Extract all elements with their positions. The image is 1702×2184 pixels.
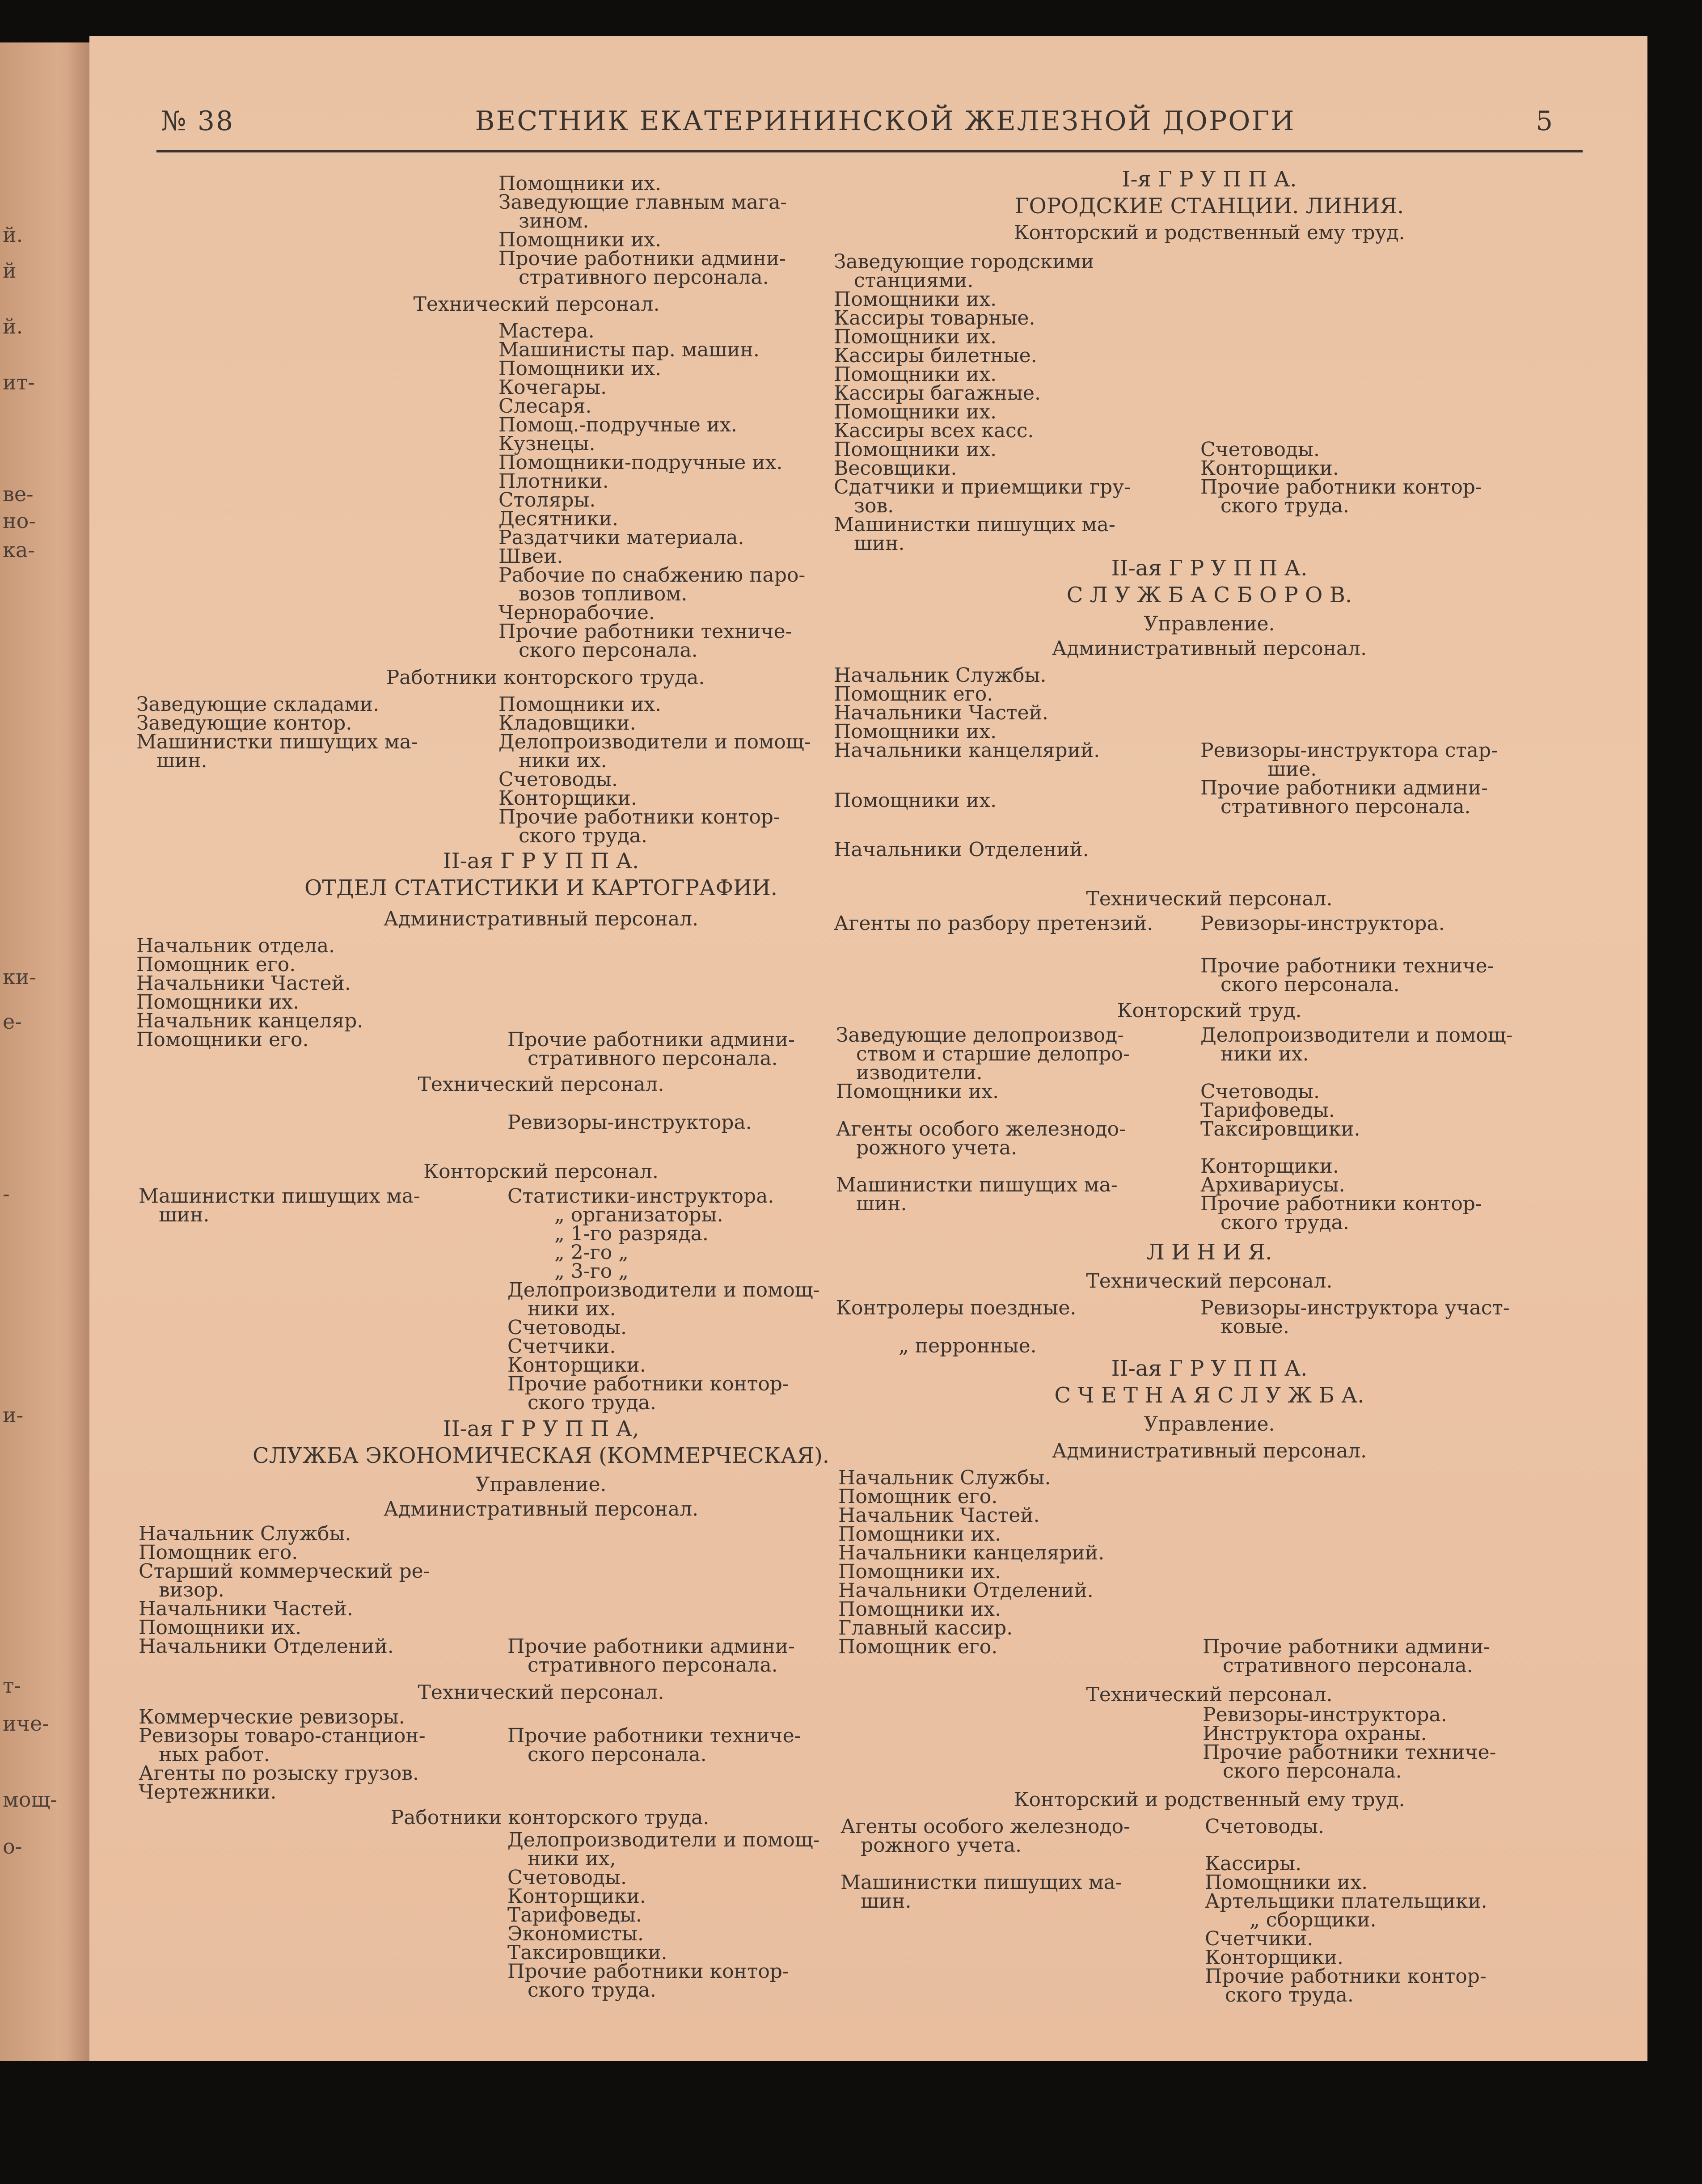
list-item: стративного персонала. [1223,1654,1473,1677]
list-item: ники их. [1221,1043,1309,1065]
list-item: стративного персонала. [528,1654,778,1677]
list-item: Конторщики. [1200,457,1339,480]
margin-fragment: й [3,258,17,283]
list-item: Машинистки пишущих ма- [840,1871,1122,1894]
list-item: Десятники. [498,507,619,530]
list-item: ского персонала. [1223,1760,1402,1783]
list-item: Кассиры багажные. [834,382,1041,405]
list-item: Кладовщики. [498,712,636,735]
subsection-heading: Технический персонал. [413,293,660,316]
list-item: стративного персонала. [528,1047,778,1070]
list-item: Делопроизводители и помощ- [507,1829,820,1851]
list-item: Начальник Службы. [834,664,1047,687]
list-item: Конторщики. [498,787,637,810]
list-item: Счетоводы. [1200,1080,1320,1103]
list-item: Прочие работники техниче- [1200,955,1494,977]
group-heading: II-ая Г Р У П П А, [443,1416,639,1441]
section-title: ОТДЕЛ СТАТИСТИКИ И КАРТОГРАФИИ. [304,875,778,900]
list-item: Тарифоведы. [507,1904,642,1926]
list-item: ковые. [1221,1315,1289,1338]
list-item: Ревизоры товаро-станцион- [139,1724,426,1747]
list-item: Плотники. [498,470,609,493]
list-item: ники их. [528,1297,616,1320]
list-item: Таксировщики. [507,1941,667,1964]
list-item: Делопроизводители и помощ- [498,731,811,753]
group-heading: I-я Г Р У П П А. [1122,167,1297,192]
list-item: изводители. [856,1061,983,1084]
list-item: Агенты особого железнодо- [836,1118,1126,1141]
issue-number: № 38 [161,106,235,137]
list-item: рожного учета. [861,1834,1022,1857]
margin-fragment: о- [3,1834,22,1859]
list-item: Машинисты пар. машин. [498,338,760,361]
newspaper-page [89,36,1647,2061]
list-item: зов. [854,494,894,517]
list-item: ского труда. [528,1979,656,2002]
list-item: Прочие работники админи- [1203,1635,1491,1658]
list-item: шин. [156,749,207,772]
list-item: Конторщики. [507,1885,646,1908]
group-heading: II-ая Г Р У П П А. [443,849,639,874]
list-item: Агенты по розыску грузов. [139,1762,419,1785]
subsection-heading: Административный персонал. [383,1498,699,1521]
subsection-heading: Технический персонал. [1086,887,1333,910]
list-item: Помощник его. [139,1541,298,1564]
margin-fragment: - [3,1182,10,1206]
subsection-heading: Технический персонал. [418,1073,664,1096]
list-item: визор. [159,1579,224,1601]
list-item: Помощники их. [834,789,997,812]
newspaper-title: ВЕСТНИК ЕКАТЕРИНИНСКОЙ ЖЕЛЕЗНОЙ ДОРОГИ [475,106,1296,137]
list-item: Прочие работники техниче- [498,620,792,643]
list-item: Конторщики. [1205,1946,1343,1969]
list-item: Счетчики. [1205,1927,1313,1950]
list-item: станциями. [854,269,974,292]
list-item: Помощник его. [838,1485,998,1508]
subsection-heading: Технический персонал. [418,1681,664,1704]
list-item: Помощники их. [836,1080,999,1103]
list-item: Машинистки пишущих ма- [139,1185,420,1208]
subsection-heading: Технический персонал. [1086,1683,1333,1706]
list-item: Контролеры поездные. [836,1297,1077,1319]
list-item: Начальник отдела. [136,934,335,957]
list-item: Мастера. [498,320,595,342]
list-item: рожного учета. [856,1136,1018,1159]
list-item: Начальники Отделений. [139,1635,394,1658]
margin-fragment: й. [3,314,23,338]
list-item: Помощники их. [498,228,662,251]
list-item: Помощник его. [136,953,296,976]
list-item: Конторщики. [1200,1155,1339,1178]
list-item: Тарифоведы. [1200,1099,1335,1122]
list-item: шие. [1267,758,1317,781]
list-item: „ 1-го разряда. [554,1222,709,1245]
subsection-heading: Административный персонал. [1052,637,1367,660]
list-item: Прочие работники техниче- [507,1724,801,1747]
subsection-heading: Конторский персонал. [423,1160,659,1183]
list-item: Начальники Частей. [136,972,351,995]
subsection-heading: Конторский труд. [1117,999,1302,1022]
list-item: Таксировщики. [1200,1118,1360,1141]
list-item: Ревизоры-инструктора. [1203,1703,1447,1726]
list-item: Столяры. [498,489,596,511]
list-item: Помощники их. [136,991,300,1014]
list-item: ского труда. [519,824,647,847]
list-item: Начальники Частей. [139,1597,353,1620]
subsection-heading: Конторский и родственный ему труд. [1014,221,1405,244]
list-item: Кассиры билетные. [834,344,1037,367]
list-item: Прочие работники контор- [1200,1192,1482,1215]
list-item: ники их. [519,749,607,772]
list-item: Начальник Службы. [838,1466,1051,1489]
list-item: Заведующие городскими [834,250,1094,273]
list-item: Ревизоры-инструктора. [507,1111,752,1134]
section-title: С Ч Е Т Н А Я С Л У Ж Б А. [1054,1383,1364,1408]
list-item: Прочие работники контор- [498,806,780,828]
section-title: ГОРОДСКИЕ СТАНЦИИ. ЛИНИЯ. [1014,194,1404,219]
subsection-heading: Технический персонал. [1086,1270,1333,1293]
subsection-heading: Конторский и родственный ему труд. [1014,1788,1405,1811]
list-item: „ 3-го „ [554,1260,629,1283]
list-item: Помощ.-подручные их. [498,414,737,436]
list-item: Помощник его. [838,1635,998,1658]
list-item: Архивариусы. [1200,1174,1345,1196]
list-item: Агенты по разбору претензий. [834,912,1153,935]
list-item: Чернорабочие. [498,601,655,624]
list-item: Счетоводы. [1205,1815,1324,1838]
list-item: Помощники их. [834,363,997,386]
list-item: Рабочие по снабжению паро- [498,564,806,587]
section-title: Л И Н И Я. [1146,1240,1272,1265]
list-item: Кузнецы. [498,432,595,455]
list-item: Помощники их. [834,401,997,423]
list-item: „ организаторы. [554,1204,723,1226]
list-item: Помощники их. [838,1523,1001,1546]
list-item: Счетоводы. [498,768,618,791]
list-item: Кочегары. [498,376,607,399]
list-item: Кассиры. [1205,1852,1302,1875]
list-item: Помощник его. [834,683,993,705]
list-item: возов топливом. [519,583,688,605]
list-item: ского труда. [1221,1211,1349,1234]
list-item: Конторщики. [507,1354,646,1377]
margin-fragment: ит- [3,370,35,394]
list-item: Статистики-инструктора. [507,1185,774,1208]
header-rule [156,150,1583,152]
section-title: С Л У Ж Б А С Б О Р О В. [1066,583,1352,608]
margin-fragment: ве- [3,482,34,506]
list-item: Помощники их. [139,1616,302,1639]
list-item: Счетчики. [507,1335,616,1358]
subsection-heading: Управление. [1144,1413,1275,1436]
list-item: Начальники канцелярий. [834,739,1100,762]
list-item: Прочие работники контор- [1200,476,1482,498]
list-item: Помощники его. [136,1028,309,1051]
list-item: „ перронные. [899,1335,1037,1357]
list-item: Начальник канцеляр. [136,1010,363,1032]
list-item: Раздатчики материала. [498,526,744,549]
list-item: Сдатчики и приемщики гру- [834,476,1131,498]
group-heading: II-ая Г Р У П П А. [1111,1356,1308,1381]
list-item: ники их, [528,1847,616,1870]
subsection-heading: Административный персонал. [383,908,699,930]
list-item: Кассиры всех касс. [834,419,1034,442]
group-heading: II-ая Г Р У П П А. [1111,556,1308,581]
list-item: Заведующие делопроизвод- [836,1024,1124,1047]
list-item: Экономисты. [507,1922,644,1945]
list-item: „ 2-го „ [554,1241,629,1264]
list-item: Начальник Службы. [139,1522,351,1545]
list-item: Помощники-подручные их. [498,451,783,474]
list-item: „ сборщики. [1250,1909,1377,1931]
list-item: Помощники их. [834,720,997,743]
list-item: Делопроизводители и помощ- [1200,1024,1513,1047]
list-item: Артельщики плательщики. [1205,1890,1487,1913]
list-item: Счетоводы. [507,1316,627,1339]
list-item: Швеи. [498,545,563,568]
margin-fragment: мощ- [3,1787,57,1812]
list-item: шин. [856,1192,907,1215]
margin-fragment: иче- [3,1711,49,1736]
list-item: стративного персонала. [1221,795,1471,818]
list-item: Помощники их. [498,693,662,716]
list-item: ского труда. [1225,1984,1354,2007]
list-item: Старший коммерческий ре- [139,1560,430,1583]
list-item: Счетоводы. [1200,438,1320,461]
list-item: шин. [861,1890,912,1913]
list-item: Заведующие складами. [136,693,380,716]
list-item: Прочие работники админи- [498,247,786,270]
list-item: Прочие работники админи- [507,1635,795,1658]
list-item: Главный кассир. [838,1617,1013,1639]
list-item: Коммерческие ревизоры. [139,1706,405,1728]
subsection-heading: Работники конторского труда. [390,1806,710,1829]
list-item: Помощники их. [838,1598,1001,1621]
list-item: Счетоводы. [507,1866,627,1889]
margin-fragment: е- [3,1010,22,1034]
subsection-heading: Административный персонал. [1052,1440,1367,1462]
list-item: Прочие работники контор- [507,1373,789,1395]
margin-fragment: и- [3,1403,24,1427]
subsection-heading: Управление. [475,1473,607,1496]
list-item: Ревизоры-инструктора. [1200,912,1445,935]
margin-fragment: й. [3,223,23,247]
list-item: Начальники Отделений. [838,1579,1094,1602]
margin-fragment: ки- [3,965,36,989]
list-item: шин. [854,532,905,555]
list-item: Весовщики. [834,457,957,480]
list-item: Помощники их. [498,172,662,195]
subsection-heading: Работники конторского труда. [386,666,705,689]
subsection-heading: Управление. [1144,613,1275,635]
list-item: Помощники их. [834,438,997,461]
list-item: Ревизоры-инструктора участ- [1200,1297,1510,1319]
list-item: Прочие работники контор- [1205,1965,1487,1988]
list-item: Помощники их. [498,357,662,380]
list-item: Прочие работники контор- [507,1960,789,1983]
section-title: СЛУЖБА ЭКОНОМИЧЕСКАЯ (КОММЕРЧЕСКАЯ). [252,1443,830,1468]
list-item: Начальники Отделений. [834,838,1089,861]
list-item: Делопроизводители и помощ- [507,1279,820,1301]
list-item: Прочие работники админи- [507,1028,795,1051]
list-item: зином. [519,210,589,232]
list-item: Машинистки пишущих ма- [834,513,1115,536]
list-item: Начальник Частей. [838,1504,1040,1527]
list-item: Помощники их. [834,325,997,348]
list-item: Заведующие контор. [136,712,352,735]
list-item: Заведующие главным мага- [498,191,787,214]
list-item: Инструктора охраны. [1203,1722,1427,1745]
margin-fragment: т- [3,1673,21,1698]
list-item: Чертежники. [139,1781,277,1804]
list-item: ского труда. [528,1391,656,1414]
list-item: Машинистки пишущих ма- [136,731,418,753]
list-item: ского труда. [1221,494,1349,517]
list-item: Прочие работники техниче- [1203,1741,1496,1764]
list-item: Начальники Частей. [834,701,1048,724]
list-item: Помощники их. [1205,1871,1368,1894]
list-item: Машинистки пишущих ма- [836,1174,1118,1196]
list-item: ных работ. [159,1743,270,1766]
margin-fragment: ка- [3,538,35,562]
list-item: Ревизоры-инструктора стар- [1200,739,1498,762]
list-item: Начальники канцелярий. [838,1542,1105,1564]
list-item: Слесаря. [498,395,592,418]
list-item: ством и старшие делопро- [856,1043,1130,1065]
list-item: шин. [159,1204,210,1226]
list-item: Кассиры товарные. [834,307,1035,330]
list-item: ского персонала. [519,639,698,662]
margin-fragment: но- [3,509,36,533]
list-item: ского персонала. [528,1743,707,1766]
page-number: 5 [1536,106,1554,137]
list-item: стративного персонала. [519,266,769,289]
list-item: Агенты особого железнодо- [840,1815,1130,1838]
list-item: Помощники их. [834,288,997,311]
list-item: Прочие работники админи- [1200,777,1488,799]
list-item: Помощники их. [838,1560,1001,1583]
list-item: ского персонала. [1221,973,1400,996]
